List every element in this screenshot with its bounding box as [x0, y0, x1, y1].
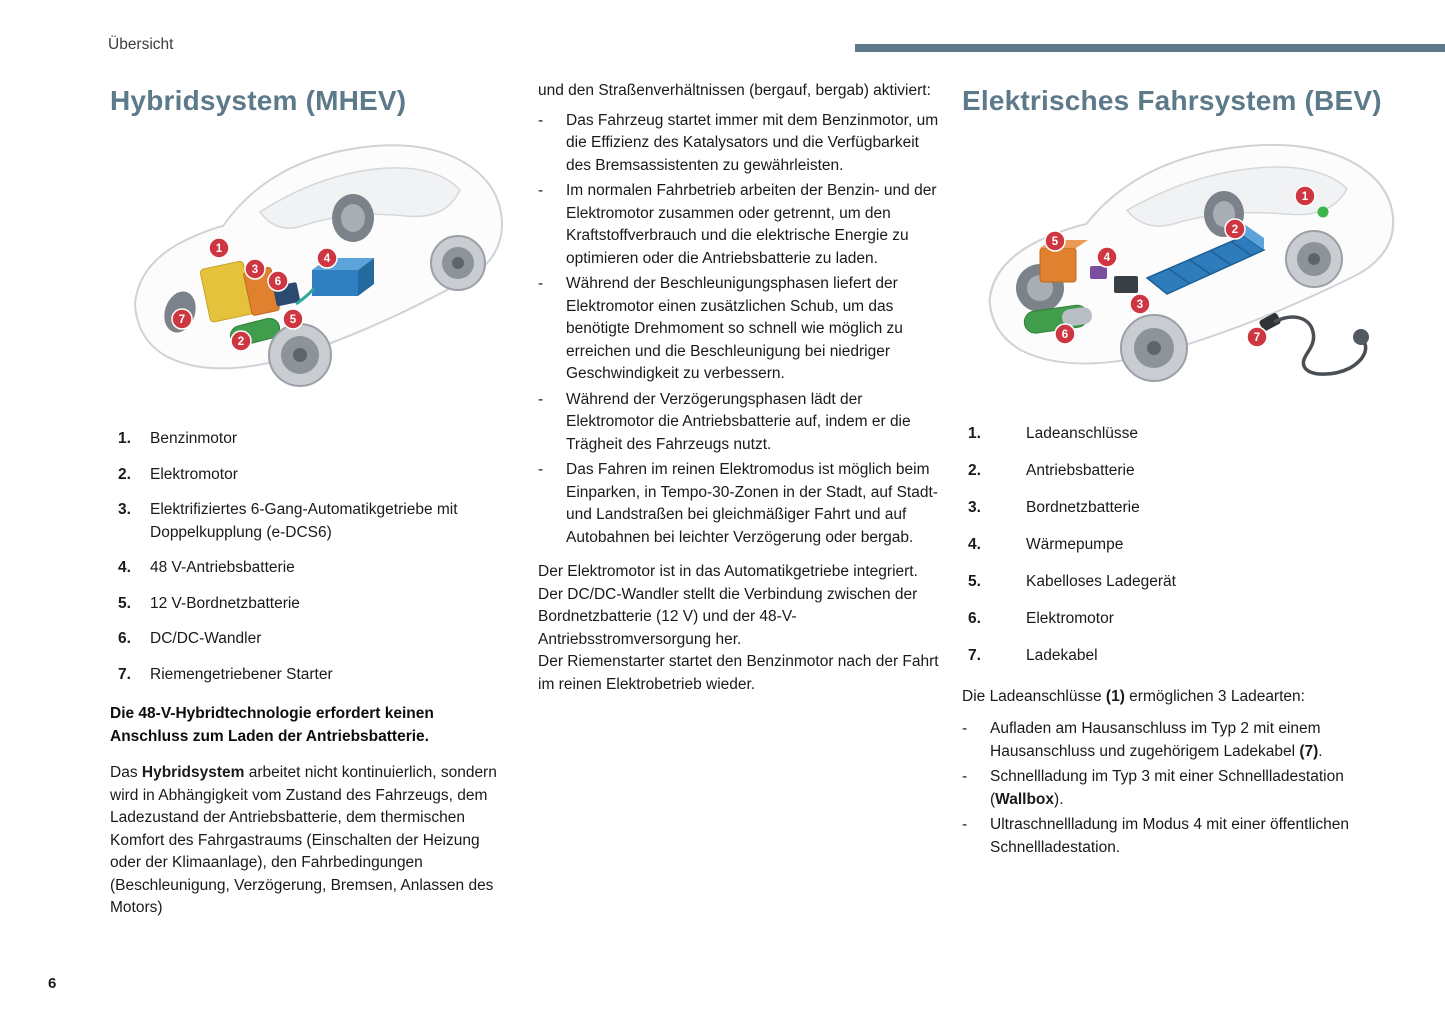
mhev-bullet-list — [538, 110, 940, 550]
legend-number: 4. — [968, 536, 981, 553]
legend-number: 6. — [118, 630, 131, 647]
bullet-dash: - — [962, 768, 968, 785]
bullet-bold-text: Wallbox — [995, 790, 1055, 808]
legend-label: Antriebsbatterie — [1026, 462, 1135, 479]
legend-label: Ladekabel — [1026, 647, 1098, 664]
bullet-dash: - — [962, 816, 968, 833]
legend-label: Kabelloses Ladegerät — [1026, 573, 1176, 590]
marker-1-label: 1 — [215, 243, 223, 255]
legend-item — [962, 608, 1402, 631]
bullet-text: Während der Verzögerungsphasen lädt der Elektromotor die Antriebsbatterie auf, indem er die Trägheit des Fahrzeugs nutzt. — [566, 390, 911, 453]
bullet-text: Das Fahren im reinen Elektromodus ist möglich beim Einparken, in Tempo-30-Zonen in der Stadt, auf Stadt- und Landstraßen bei gleichmäßiger Fahrt und auf Autobahnen bei leichter Verzögerung oder bergab. — [566, 461, 938, 546]
bullet-item — [538, 110, 940, 178]
bev-title: Elektrisches Fahrsystem (BEV) — [962, 85, 1382, 116]
legend-number: 1. — [118, 430, 131, 447]
bev-lead-text — [962, 686, 1402, 709]
mhev-intro-text: und den Straßenverhältnissen (bergauf, bergab) aktiviert: — [538, 82, 931, 99]
bullet-item — [538, 459, 940, 549]
mhev-bold-note: Die 48-V-Hybridtechnologie erfordert keinen Anschluss zum Laden der Antriebsbatterie. — [110, 705, 434, 745]
legend-item — [110, 428, 512, 451]
bullet-bold-text: (7) — [1299, 742, 1319, 760]
charge-port-dot — [1318, 207, 1329, 218]
marker-4-label: 4 — [323, 253, 331, 265]
page-header-label: Übersicht — [108, 36, 174, 53]
outro-sentence: Der Riemenstarter startet den Benzinmotor nach der Fahrt im reinen Elektrobetrieb wieder. — [538, 653, 939, 693]
marker-5-label: 5 — [1051, 236, 1059, 248]
marker-3-label: 3 — [1136, 299, 1144, 311]
section-mhev-details — [538, 80, 940, 696]
bullet-item — [962, 766, 1402, 811]
legend-label: 48 V-Antriebsbatterie — [150, 559, 295, 576]
marker-3-icon — [1130, 294, 1150, 314]
marker-3-icon — [245, 259, 265, 279]
mhev-car-diagram — [110, 126, 510, 416]
lead-text: ermöglichen 3 Ladearten: — [1124, 687, 1305, 705]
paragraph-text: arbeitet nicht kontinuierlich, sondern wird in Abhängigkeit vom Zustand des Fahrzeugs, dem Ladezustand der Antriebsbatterie, dem thermischen Komfort des Fahrgastraums (Einschalten der Heizung oder der Klimaanlage), den Fahrbedingungen (Beschleunigung, Verzögerung, Bremsen, Anlassen des Motors) — [110, 764, 497, 916]
legend-number: 5. — [118, 594, 131, 612]
legend-item — [962, 645, 1402, 668]
bullet-text — [990, 766, 1402, 811]
lead-text: Die Ladeanschlüsse — [962, 687, 1106, 705]
mhev-paragraph — [110, 762, 512, 920]
bullet-item — [538, 273, 940, 386]
legend-item — [110, 464, 512, 487]
marker-7-label: 7 — [1253, 332, 1261, 344]
marker-4-icon — [1097, 247, 1117, 267]
marker-5-icon — [1045, 231, 1065, 251]
aux-battery-block — [1114, 276, 1138, 293]
bullet-dash: - — [962, 720, 968, 737]
bullet-text-post: ). — [1054, 790, 1064, 808]
marker-1-icon — [209, 238, 229, 258]
bullet-dash: - — [538, 182, 544, 199]
bullet-dash: - — [538, 111, 544, 129]
bullet-text: Während der Beschleunigungsphasen liefert der Elektromotor einen zusätzlichen Schub, um das benötigte Drehmoment so schnell wie möglich zu erreichen und die Beschleunigung bei niedriger Geschwindigkeit zu verbessern. — [566, 275, 903, 382]
legend-number: 2. — [118, 465, 131, 483]
bullet-text — [990, 814, 1402, 859]
legend-item — [110, 499, 512, 544]
outro-sentence: Der DC/DC-Wandler stellt die Verbindung zwischen der Bordnetzbatterie (12 V) und der 48-V-Antriebsstromversorgung her. — [538, 585, 918, 648]
marker-1-icon — [1295, 186, 1315, 206]
legend-label: Riemengetriebener Starter — [150, 665, 333, 683]
marker-3-label: 3 — [251, 264, 259, 276]
legend-number: 3. — [968, 499, 981, 516]
legend-label: Benzinmotor — [150, 430, 238, 447]
heat-pump-block — [1090, 266, 1107, 279]
marker-6-icon — [1055, 324, 1075, 344]
mhev-outro — [538, 561, 940, 696]
marker-6-icon — [268, 271, 288, 291]
marker-2-label: 2 — [237, 336, 245, 348]
legend-label: Ladeanschlüsse — [1026, 425, 1139, 442]
bullet-text — [990, 718, 1402, 763]
bullet-item — [962, 814, 1402, 859]
legend-item — [110, 557, 512, 580]
legend-item — [110, 628, 512, 651]
marker-2-icon — [1225, 219, 1245, 239]
bullet-text-pre: Schnellladung im Typ 3 mit einer Schnellladestation ( — [990, 768, 1344, 808]
marker-5-label: 5 — [289, 314, 297, 326]
legend-item — [962, 534, 1402, 557]
bullet-dash: - — [538, 461, 544, 478]
legend-number: 7. — [118, 665, 131, 683]
page-number: 6 — [48, 975, 57, 992]
bev-car-diagram — [962, 126, 1402, 411]
legend-number: 6. — [968, 610, 981, 627]
marker-2-icon — [231, 331, 251, 351]
section-bev — [962, 84, 1402, 862]
legend-item — [110, 664, 512, 687]
legend-label: DC/DC-Wandler — [150, 630, 262, 647]
mhev-title: Hybridsystem (MHEV) — [110, 85, 407, 116]
bullet-text: Im normalen Fahrbetrieb arbeiten der Benzin- und der Elektromotor zusammen oder getrennt, um den Kraftstoffverbrauch und die elektrische Energie zu optimieren oder die Antriebsbatterie zu laden. — [566, 182, 937, 267]
legend-item — [962, 423, 1402, 446]
legend-label: Wärmepumpe — [1026, 536, 1124, 553]
bullet-dash: - — [538, 275, 544, 292]
section-mhev — [110, 84, 512, 920]
bullet-item — [962, 718, 1402, 763]
charging-cable — [1258, 312, 1369, 374]
marker-6-label: 6 — [1061, 329, 1069, 341]
marker-2-label: 2 — [1231, 224, 1239, 236]
bev-legend — [962, 423, 1402, 668]
marker-4-icon — [317, 248, 337, 268]
marker-1-label: 1 — [1301, 191, 1309, 203]
bullet-dash: - — [538, 390, 544, 408]
bullet-text-pre: Aufladen am Hausanschluss im Typ 2 mit einem Hausanschluss und zugehörigem Ladekabel — [990, 720, 1321, 760]
legend-number: 4. — [118, 559, 131, 576]
legend-number: 2. — [968, 462, 981, 479]
bullet-text: Das Fahrzeug startet immer mit dem Benzinmotor, um die Effizienz des Katalysators und die Verfügbarkeit des Bremsassistenten zu gewährleisten. — [566, 111, 939, 174]
legend-number: 3. — [118, 501, 131, 518]
legend-item — [962, 571, 1402, 594]
legend-number: 1. — [968, 425, 981, 442]
header-accent-bar — [855, 44, 1445, 52]
legend-label: 12 V-Bordnetzbatterie — [150, 594, 300, 612]
legend-number: 5. — [968, 573, 981, 590]
legend-label: Bordnetzbatterie — [1026, 499, 1140, 516]
marker-7-label: 7 — [178, 314, 186, 326]
bullet-text-pre: Ultraschnellladung im Modus 4 mit einer öffentlichen Schnellladestation. — [990, 816, 1349, 856]
marker-7-icon — [1247, 327, 1267, 347]
bev-bullet-list — [962, 718, 1402, 859]
paragraph-text: Das — [110, 764, 142, 781]
paragraph-bold-text: Hybridsystem — [141, 764, 245, 781]
legend-label: Elektromotor — [150, 465, 238, 483]
legend-number: 7. — [968, 647, 981, 664]
marker-7-icon — [172, 309, 192, 329]
outro-sentence: Der Elektromotor ist in das Automatikgetriebe integriert. — [538, 563, 918, 580]
marker-5-icon — [283, 309, 303, 329]
legend-item — [962, 497, 1402, 520]
bullet-text-post: . — [1318, 742, 1323, 760]
legend-item — [962, 460, 1402, 483]
marker-4-label: 4 — [1103, 252, 1111, 264]
bullet-item — [538, 180, 940, 270]
legend-label: Elektromotor — [1026, 610, 1114, 627]
legend-item — [110, 593, 512, 616]
marker-6-label: 6 — [274, 276, 282, 288]
legend-label: Elektrifiziertes 6-Gang-Automatikgetriebe mit Doppelkupplung (e-DCS6) — [150, 501, 458, 541]
mhev-legend — [110, 428, 512, 686]
lead-bold-text: (1) — [1105, 687, 1125, 705]
bullet-item — [538, 389, 940, 457]
